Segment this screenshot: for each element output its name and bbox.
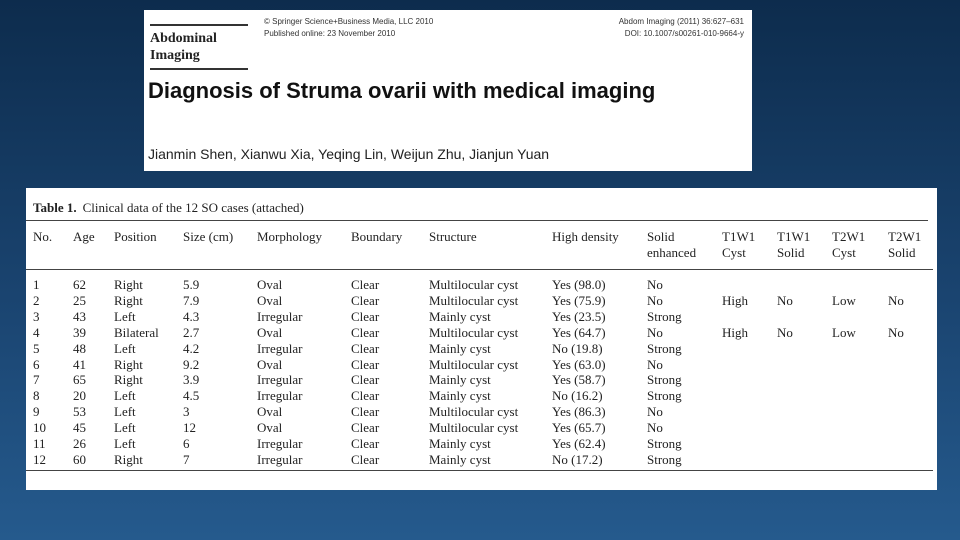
table-cell: Strong (647, 388, 682, 404)
table-row (26, 325, 933, 341)
table-cell: 9.2 (183, 356, 200, 372)
table-row (26, 452, 933, 470)
table-row (26, 357, 933, 373)
column-header-line: Morphology (257, 229, 322, 244)
column-header (183, 222, 257, 270)
table-cell: Clear (351, 436, 380, 452)
clinical-data-table-card (26, 188, 937, 490)
column-header (429, 222, 552, 270)
table-cell: Mainly cyst (429, 436, 491, 452)
table-cell: Clear (351, 420, 380, 436)
table-cell: Clear (351, 340, 380, 356)
table-cell: 20 (73, 388, 86, 404)
table-cell: 8 (33, 388, 40, 404)
table-cell: 25 (73, 292, 86, 308)
table-cell: 26 (73, 436, 86, 452)
table-cell: Left (114, 436, 136, 452)
table-cell (722, 372, 777, 388)
table-cell: Irregular (257, 340, 303, 356)
column-header-line: T1W1 (722, 229, 756, 244)
table-cell: 53 (73, 404, 86, 420)
table-cell (722, 357, 777, 373)
table-cell (888, 270, 933, 293)
table-cell: 11 (33, 436, 46, 452)
table-cell (722, 388, 777, 404)
table-cell: Yes (65.7) (552, 420, 606, 436)
table-cell: Left (114, 420, 136, 436)
table-cell: Low (832, 292, 856, 308)
table-cell: Mainly cyst (429, 372, 491, 388)
table-cell: Multilocular cyst (429, 356, 519, 372)
table-cell: No (777, 324, 793, 340)
table-cell: 4 (33, 324, 40, 340)
column-header-line: Boundary (351, 229, 403, 244)
column-header (888, 222, 933, 270)
table-cell: Multilocular cyst (429, 292, 519, 308)
table-row (26, 293, 933, 309)
table-row (26, 436, 933, 452)
table-cell: 60 (73, 452, 114, 470)
table-cell: High (722, 292, 748, 308)
table-cell: Mainly cyst (429, 388, 491, 404)
table-cell: 12 (183, 420, 196, 436)
table-row (26, 372, 933, 388)
table-cell (832, 420, 888, 436)
table-cell: Clear (351, 372, 380, 388)
table-cell: 3.9 (183, 372, 200, 388)
table-cell: Low (832, 324, 856, 340)
table-cell: 9 (33, 404, 40, 420)
table-cell: 41 (73, 356, 86, 372)
table-cell: Strong (647, 308, 682, 324)
table-cell: No (888, 324, 904, 340)
table-cell: 48 (73, 340, 86, 356)
table-cell: No (16.2) (552, 388, 603, 404)
column-header-line: T1W1 (777, 229, 811, 244)
table-cell: No (19.8) (552, 340, 603, 356)
table-caption-label: Table 1. (33, 200, 77, 215)
table-cell: Yes (75.9) (552, 292, 606, 308)
table-cell: Bilateral (114, 324, 159, 340)
table-header-row (26, 222, 933, 270)
table-cell: Right (114, 356, 143, 372)
column-header (257, 222, 351, 270)
column-header (114, 222, 183, 270)
table-cell (888, 404, 933, 420)
column-header-line: Solid (777, 245, 805, 260)
table-cell (832, 341, 888, 357)
table-cell (832, 309, 888, 325)
column-header-line: Structure (429, 229, 477, 244)
table-cell (832, 357, 888, 373)
column-header (73, 222, 114, 270)
table-cell: 7 (183, 452, 257, 470)
table-cell: 6 (33, 356, 40, 372)
table-cell: 12 (26, 452, 73, 470)
table-cell (722, 309, 777, 325)
table-cell: Clear (351, 308, 380, 324)
table-top-rule (26, 220, 928, 221)
table-cell: Left (114, 308, 136, 324)
table-cell: 2 (33, 292, 40, 308)
table-cell: Clear (351, 404, 380, 420)
table-cell: No (777, 292, 793, 308)
table-cell (888, 420, 933, 436)
table-cell: Oval (257, 404, 283, 420)
table-cell (777, 420, 832, 436)
table-cell: Yes (63.0) (552, 356, 606, 372)
table-row (26, 388, 933, 404)
column-header (552, 222, 647, 270)
table-cell: Left (114, 340, 136, 356)
journal-logo-line: Imaging (150, 48, 200, 63)
table-cell: Mainly cyst (429, 452, 552, 470)
paper-title: Diagnosis of Struma ovarii with medical imaging (148, 78, 656, 103)
table-cell: 4.2 (183, 340, 200, 356)
table-cell: Strong (647, 452, 722, 470)
column-header-line: Age (73, 229, 95, 244)
table-cell (777, 404, 832, 420)
table-cell (777, 270, 832, 293)
table-cell: No (17.2) (552, 452, 647, 470)
table-body (26, 270, 933, 471)
copyright-line: © Springer Science+Business Media, LLC 2010 (264, 17, 434, 26)
table-cell: Clear (351, 324, 380, 340)
table-cell: Yes (64.7) (552, 324, 606, 340)
table-cell: High (722, 324, 748, 340)
column-header (832, 222, 888, 270)
paper-header (144, 10, 752, 171)
table-cell: Oval (257, 420, 283, 436)
table-cell: Left (114, 388, 136, 404)
table-cell: No (647, 420, 663, 436)
column-header-line: Cyst (722, 245, 746, 260)
table-cell: 1 (33, 277, 40, 292)
table-cell: No (888, 292, 904, 308)
table-cell: 62 (73, 277, 86, 292)
table-row (26, 270, 933, 293)
column-header (777, 222, 832, 270)
table-cell: 3 (183, 404, 190, 420)
table-cell: Strong (647, 436, 682, 452)
table-cell (888, 452, 933, 470)
doi-line: DOI: 10.1007/s00261-010-9664-y (624, 29, 744, 38)
table-cell: 6 (183, 436, 190, 452)
journal-logo (150, 24, 248, 70)
table-cell (722, 420, 777, 436)
table-cell (832, 452, 888, 470)
table-cell: Multilocular cyst (429, 404, 519, 420)
table-cell (777, 341, 832, 357)
table-cell (777, 309, 832, 325)
table-cell: Yes (86.3) (552, 404, 606, 420)
table-cell: Yes (23.5) (552, 308, 606, 324)
citation-meta (619, 16, 744, 40)
table-cell: Right (114, 277, 143, 292)
table-cell: 7 (33, 372, 40, 388)
table-cell: Yes (58.7) (552, 372, 606, 388)
table-cell (777, 388, 832, 404)
table-cell: Multilocular cyst (429, 420, 519, 436)
table-cell: 7.9 (183, 292, 200, 308)
column-header-line: enhanced (647, 245, 697, 260)
table-cell: Mainly cyst (429, 308, 491, 324)
table-cell: 4.5 (183, 388, 200, 404)
table-cell: No (647, 356, 663, 372)
table-cell: Right (114, 292, 143, 308)
table-cell (888, 341, 933, 357)
table-cell: Strong (647, 372, 682, 388)
table-cell (888, 372, 933, 388)
column-header-line: Cyst (832, 245, 856, 260)
table-caption (33, 200, 304, 216)
table-cell: Irregular (257, 452, 351, 470)
table-cell: Multilocular cyst (429, 324, 519, 340)
table-cell (888, 357, 933, 373)
table-row (26, 404, 933, 420)
table-cell: 5 (33, 340, 40, 356)
table-cell: Clear (351, 356, 380, 372)
table-cell: Irregular (257, 436, 303, 452)
column-header (647, 222, 722, 270)
table-caption-text: Clinical data of the 12 SO cases (attached) (82, 200, 304, 215)
table-cell: Clear (351, 388, 380, 404)
table-cell: Irregular (257, 372, 303, 388)
table-cell: Multilocular cyst (429, 277, 519, 292)
clinical-data-table (26, 222, 933, 471)
table-cell: No (647, 277, 663, 292)
table-cell (777, 452, 832, 470)
table-cell: Yes (98.0) (552, 277, 606, 292)
table-cell (777, 436, 832, 452)
column-header (722, 222, 777, 270)
table-cell: Left (114, 404, 136, 420)
table-cell: No (647, 292, 663, 308)
table-cell (832, 270, 888, 293)
column-header-line: T2W1 (832, 229, 866, 244)
column-header-line: Size (cm) (183, 229, 234, 244)
paper-authors: Jianmin Shen, Xianwu Xia, Yeqing Lin, Weijun Zhu, Jianjun Yuan (148, 146, 550, 162)
column-header-line: T2W1 (888, 229, 922, 244)
table-cell: Yes (62.4) (552, 436, 606, 452)
table-cell: Right (114, 372, 143, 388)
published-date: Published online: 23 November 2010 (264, 29, 396, 38)
table-cell: 39 (73, 324, 86, 340)
table-cell (888, 309, 933, 325)
publication-meta (264, 16, 433, 40)
table-row (26, 420, 933, 436)
table-cell: Right (114, 452, 183, 470)
table-cell (832, 372, 888, 388)
table-cell (722, 452, 777, 470)
table-cell (777, 357, 832, 373)
table-cell (777, 372, 832, 388)
table-cell: Mainly cyst (429, 340, 491, 356)
column-header-line: No. (33, 229, 53, 244)
column-header (351, 222, 429, 270)
table-row (26, 309, 933, 325)
table-cell: Oval (257, 356, 283, 372)
table-cell: 43 (73, 308, 86, 324)
table-cell: Oval (257, 277, 283, 292)
table-cell (832, 404, 888, 420)
table-cell (832, 436, 888, 452)
column-header-line: Solid (647, 229, 675, 244)
journal-logo-line: Abdominal (150, 31, 217, 46)
table-cell: Oval (257, 324, 283, 340)
table-cell (888, 388, 933, 404)
table-row (26, 341, 933, 357)
column-header-line: Solid (888, 245, 916, 260)
table-cell: Clear (351, 292, 380, 308)
table-cell (722, 436, 777, 452)
table-cell: 2.7 (183, 324, 200, 340)
table-cell: 45 (73, 420, 86, 436)
table-cell: Clear (351, 277, 380, 292)
table-cell (722, 270, 777, 293)
table-cell (832, 388, 888, 404)
column-header-line: High density (552, 229, 619, 244)
table-cell: Irregular (257, 388, 303, 404)
table-cell: Clear (351, 452, 429, 470)
citation-line: Abdom Imaging (2011) 36:627–631 (618, 17, 744, 26)
table-cell: Strong (647, 340, 682, 356)
table-cell: 10 (33, 420, 46, 436)
table-cell: No (647, 404, 663, 420)
table-cell: 3 (33, 308, 40, 324)
table-cell: 4.3 (183, 308, 200, 324)
table-cell: No (647, 324, 663, 340)
table-cell: 65 (73, 372, 86, 388)
column-header (26, 222, 73, 270)
table-cell (722, 341, 777, 357)
table-cell (888, 436, 933, 452)
table-cell: Irregular (257, 308, 303, 324)
table-cell: 5.9 (183, 277, 200, 292)
table-cell: Oval (257, 292, 283, 308)
table-cell (722, 404, 777, 420)
column-header-line: Position (114, 229, 157, 244)
